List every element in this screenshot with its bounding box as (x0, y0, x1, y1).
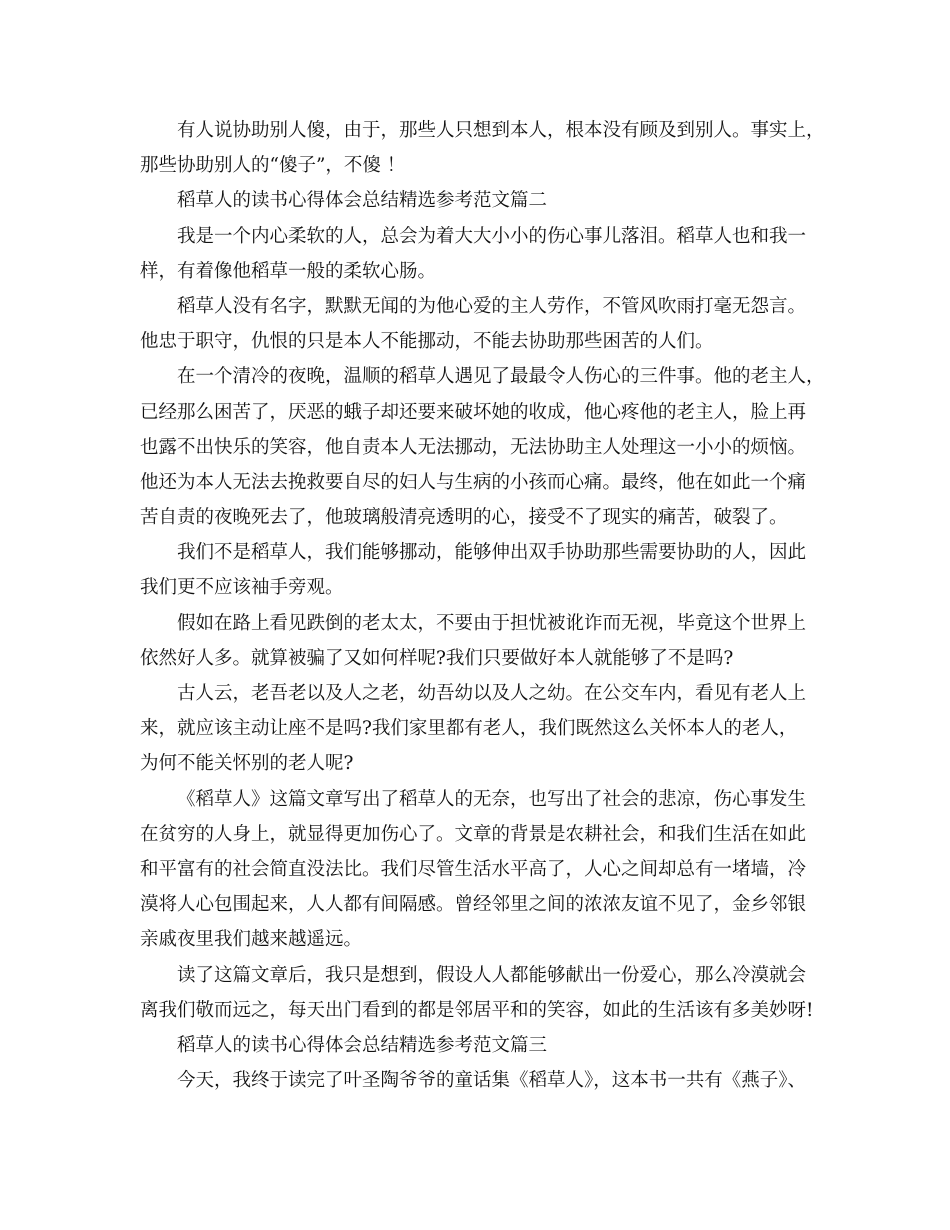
paragraph-line: 漠将人心包围起来，人人都有间隔感。曾经邻里之间的浓浓友谊不见了，金乡邻银 (140, 894, 807, 916)
paragraph-line: 那些协助别人的“傻子”，不傻 ！ (140, 155, 406, 177)
paragraph-line: 和平富有的社会简直没法比。我们尽管生活水平高了，人心之间却总有一堵墙，冷 (140, 858, 807, 880)
section-heading: 稻草人的读书心得体会总结精选参考范文篇二 (177, 190, 548, 212)
paragraph-line: 为何不能关怀别的老人呢? (140, 753, 354, 775)
paragraph-line: 离我们敬而远之，每天出门看到的都是邻居平和的笑容，如此的生活该有多美妙呀! (140, 999, 814, 1021)
paragraph-line: 我是一个内心柔软的人，总会为着大大小小的伤心事儿落泪。稻草人也和我一 (177, 225, 807, 247)
paragraph-line: 依然好人多。就算被骗了又如何样呢?我们只要做好本人就能够了不是吗? (140, 647, 734, 669)
paragraph-line: 在一个清冷的夜晚，温顺的稻草人遇见了最最令人伤心的三件事。他的老主人， (177, 366, 825, 388)
paragraph-line: 我们不是稻草人，我们能够挪动，能够伸出双手协助那些需要协助的人，因此 (177, 542, 807, 564)
paragraph-line: 假如在路上看见跌倒的老太太，不要由于担忧被讹诈而无视，毕竟这个世界上 (177, 612, 807, 634)
paragraph-line: 我们更不应该袖手旁观。 (140, 577, 344, 599)
paragraph-line: 今天，我终于读完了叶圣陶爷爷的童话集《稻草人》，这本书一共有《燕子》、 (177, 1070, 807, 1092)
paragraph-line: 也露不出快乐的笑容，他自责本人无法挪动，无法协助主人处理这一小小的烦恼。 (140, 436, 807, 458)
paragraph-line: 他忠于职守，仇恨的只是本人不能挪动，不能去协助那些困苦的人们。 (140, 331, 714, 353)
paragraph-line: 来，就应该主动让座不是吗?我们家里都有老人，我们既然这么关怀本人的老人， (140, 718, 798, 740)
paragraph-line: 古人云，老吾老以及人之老，幼吾幼以及人之幼。在公交车内，看见有老人上 (177, 683, 807, 704)
paragraph-line: 稻草人没有名字，默默无闻的为他心爱的主人劳作，不管风吹雨打毫无怨言。 (177, 295, 807, 317)
paragraph-line: 有人说协助别人傻，由于，那些人只想到本人，根本没有顾及到别人。事实上， (177, 120, 825, 141)
paragraph-line: 在贫穷的人身上，就显得更加伤心了。文章的背景是农耕社会，和我们生活在如此 (140, 823, 807, 845)
paragraph-line: 亲戚夜里我们越来越遥远。 (140, 929, 363, 951)
paragraph-line: 读了这篇文章后，我只是想到，假设人人都能够献出一份爱心，那么冷漠就会 (177, 964, 807, 986)
paragraph-line: 已经那么困苦了，厌恶的蛾子却还要来破坏她的收成，他心疼他的老主人，脸上再 (140, 401, 807, 423)
body-text (140, 113, 830, 1098)
paragraph-line: 《稻草人》这篇文章写出了稻草人的无奈，也写出了社会的悲凉，伤心事发生 (177, 788, 807, 810)
paragraph-line: 他还为本人无法去挽救要自尽的妇人与生病的小孩而心痛。最终，他在如此一个痛 (140, 471, 807, 493)
paragraph-line: 样，有着像他稻草一般的柔软心肠。 (140, 260, 437, 282)
section-heading: 稻草人的读书心得体会总结精选参考范文篇三 (177, 1034, 548, 1056)
paragraph-line: 苦自责的夜晚死去了，他玻璃般清亮透明的心，接受不了现实的痛苦，破裂了。 (140, 507, 788, 529)
